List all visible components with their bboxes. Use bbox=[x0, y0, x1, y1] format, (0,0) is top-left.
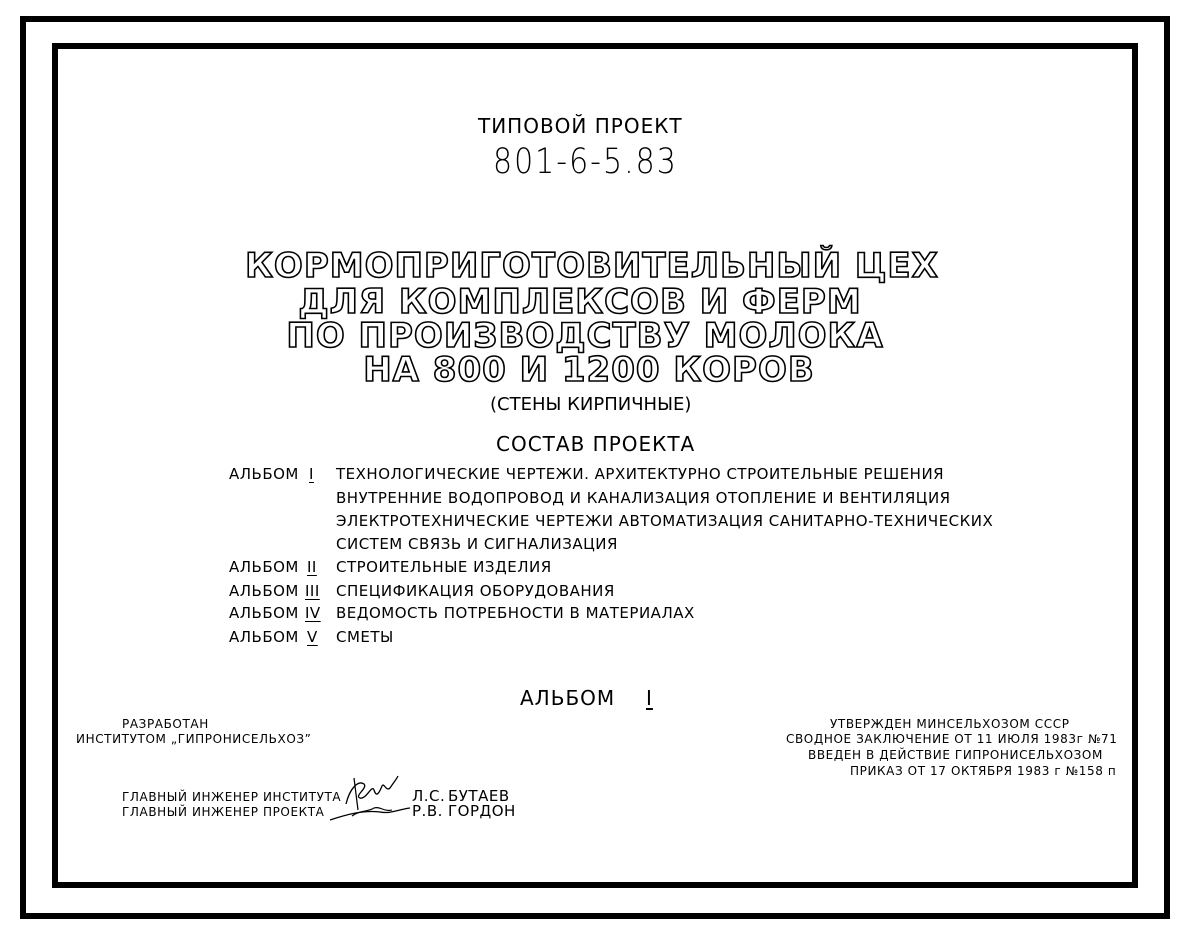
signature-1-name: БУТАЕВ bbox=[448, 787, 510, 805]
album-3-line-1: СПЕЦИФИКАЦИЯ ОБОРУДОВАНИЯ bbox=[336, 582, 615, 600]
album-5-number: V bbox=[307, 628, 318, 646]
album-1-prefix: АЛЬБОМ bbox=[229, 465, 299, 483]
album-1-line-4: СИСТЕМ СВЯЗЬ И СИГНАЛИЗАЦИЯ bbox=[336, 535, 618, 553]
signature-2-initials: Р.В. bbox=[412, 802, 443, 820]
signature-1-role: ГЛАВНЫЙ ИНЖЕНЕР ИНСТИТУТА bbox=[122, 790, 342, 804]
album-4-line-1: ВЕДОМОСТЬ ПОТРЕБНОСТИ В МАТЕРИАЛАХ bbox=[336, 604, 695, 622]
title-line-4: НА 800 И 1200 КОРОВ bbox=[363, 350, 815, 390]
developer-line-2: ИНСТИТУТОМ „ГИПРОНИСЕЛЬХОЗ” bbox=[76, 732, 312, 746]
approval-line-2: СВОДНОЕ ЗАКЛЮЧЕНИЕ ОТ 11 ИЮЛЯ 1983г №71 bbox=[786, 732, 1118, 746]
album-2-prefix: АЛЬБОМ bbox=[229, 558, 299, 576]
current-album-number: I bbox=[646, 686, 653, 710]
album-2-number: II bbox=[307, 558, 317, 576]
album-2-line-1: СТРОИТЕЛЬНЫЕ ИЗДЕЛИЯ bbox=[336, 558, 552, 576]
approval-line-4: ПРИКАЗ ОТ 17 ОКТЯБРЯ 1983 г №158 п bbox=[850, 764, 1117, 778]
handwritten-signatures bbox=[324, 770, 424, 826]
album-4-number: IV bbox=[305, 604, 321, 622]
title-subtitle: (СТЕНЫ КИРПИЧНЫЕ) bbox=[490, 394, 692, 415]
developer-line-1: РАЗРАБОТАН bbox=[122, 717, 209, 731]
album-1-line-3: ЭЛЕКТРОТЕХНИЧЕСКИЕ ЧЕРТЕЖИ АВТОМАТИЗАЦИЯ САНИТАРНО-ТЕХНИЧЕСКИХ bbox=[336, 512, 994, 530]
signature-2-role: ГЛАВНЫЙ ИНЖЕНЕР ПРОЕКТА bbox=[122, 805, 325, 819]
album-5-prefix: АЛЬБОМ bbox=[229, 628, 299, 646]
album-3-prefix: АЛЬБОМ bbox=[229, 582, 299, 600]
current-album-prefix: АЛЬБОМ bbox=[520, 686, 616, 710]
album-1-line-1: ТЕХНОЛОГИЧЕСКИЕ ЧЕРТЕЖИ. АРХИТЕКТУРНО СТРОИТЕЛЬНЫЕ РЕШЕНИЯ bbox=[336, 465, 945, 483]
album-1-line-2: ВНУТРЕННИЕ ВОДОПРОВОД И КАНАЛИЗАЦИЯ ОТОПЛЕНИЕ И ВЕНТИЛЯЦИЯ bbox=[336, 489, 951, 507]
signature-2-name: ГОРДОН bbox=[448, 802, 516, 820]
album-5-line-1: СМЕТЫ bbox=[336, 628, 394, 646]
title-line-1: КОРМОПРИГОТОВИТЕЛЬНЫЙ ЦЕХ bbox=[245, 246, 939, 286]
album-1-number: I bbox=[309, 465, 314, 483]
composition-heading: СОСТАВ ПРОЕКТА bbox=[496, 432, 696, 456]
title-line-3: ПО ПРОИЗВОДСТВУ МОЛОКА bbox=[286, 316, 884, 356]
approval-line-1: УТВЕРЖДЕН МИНСЕЛЬХОЗОМ СССР bbox=[830, 717, 1070, 731]
project-type-label: ТИПОВОЙ ПРОЕКТ bbox=[478, 114, 683, 138]
title-line-2: ДЛЯ КОМПЛЕКСОВ И ФЕРМ bbox=[298, 282, 862, 322]
project-code: 801-6-5.83 bbox=[493, 142, 678, 183]
album-4-prefix: АЛЬБОМ bbox=[229, 604, 299, 622]
approval-line-3: ВВЕДЕН В ДЕЙСТВИЕ ГИПРОНИСЕЛЬХОЗОМ bbox=[808, 748, 1103, 762]
signature-1-initials: Л.С. bbox=[412, 787, 446, 805]
album-3-number: III bbox=[305, 582, 320, 600]
